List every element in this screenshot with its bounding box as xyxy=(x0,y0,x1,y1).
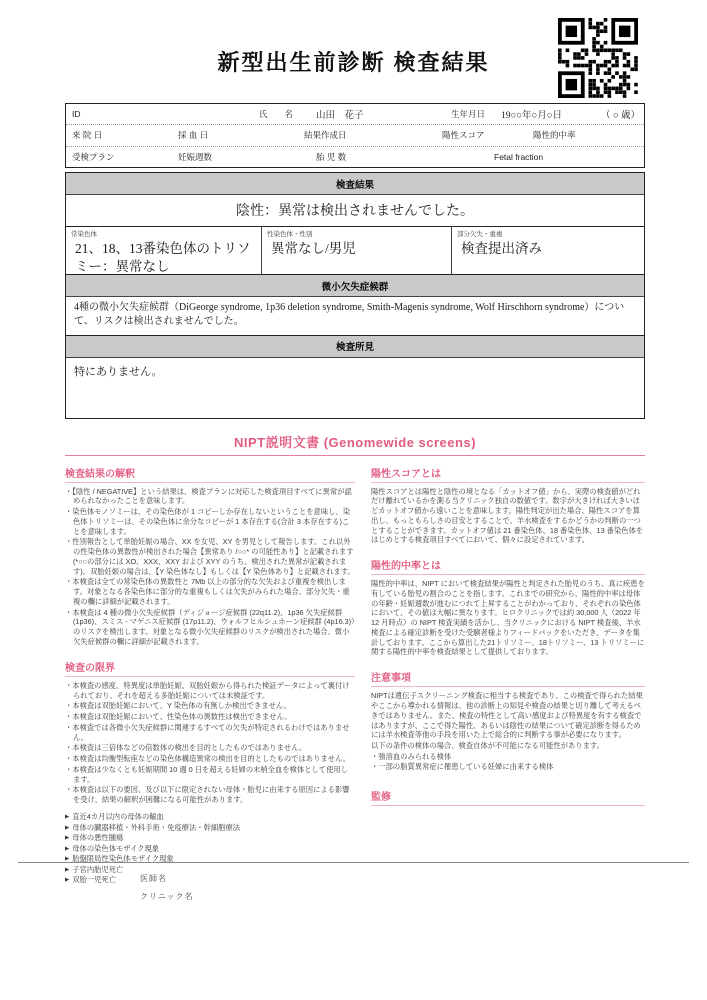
interpretation-item: ・ 【陰性 / NEGATIVE】という結果は、検査プランに対応した検査項目すべてに異常が認められなかったことを意味します。 xyxy=(65,487,355,507)
limitations-factor-item: ▶ 直近4カ月以内の母体の輸血 xyxy=(65,812,355,823)
limitations-item: ・ 本検査は三倍体などの倍数体の検出を目的としたものではありません。 xyxy=(65,743,355,753)
explanation-title-rule xyxy=(65,455,645,456)
patient-row-1 xyxy=(66,104,644,125)
limitations-factors-list xyxy=(65,812,355,886)
interpretation-item: ・ 性別報告として単胎妊娠の場合、XX を女児、XY を男児として報告します。これ以外の性染色体の異数性が検出された場合【異常あり /○○* の可能性あり】と記載されます (*○○の部分には XO、XXX、XXY および XYY のうち、検出された異常が記載されます)。双胎妊娠の場合は、【Y 染色体なし】もしくは【Y 染色体あり】と記載されます。 xyxy=(65,537,355,576)
ppv-block xyxy=(371,557,645,657)
limitations-factor-item: ▶ 母体の悪性腫瘍 xyxy=(65,833,355,844)
detail-columns xyxy=(65,226,645,276)
positive-score-block xyxy=(371,465,645,546)
explanation-left-column xyxy=(65,465,355,898)
autosome-value: 21、18、13番染色体のトリソミー：異常なし xyxy=(75,240,251,274)
limitations-item: ・ 本検査は双胎妊娠において、Y 染色体の有無しか検出できません。 xyxy=(65,701,355,711)
age-value: （ ○ 歳） xyxy=(601,111,640,122)
interpretation-item: ・ 染色体モノソミーは、その染色体が 1 コピーしか存在しないということを意味し、染色体トリソミーは、その染色体に余分なコピーが 1 本存在する(合計 3 本存在する)ことを意味します。 xyxy=(65,507,355,536)
positive-score-body: 陽性スコアとは陽性と陰性の境となる「カットオフ値」から、実際の検査値がどれだけ離れているかを測る当クリニック独自の数値です。数字が大きければ大きいほどカットオフ値から遠いことを意味します。陽性判定が出た場合、陽性スコアを算出し、もっともらしさの目安とすることで、羊水検査をするかどうかの判断の一つとすることができます。カットオフ値は 21 番染色体、18 番染色体、13 番染色体をはじめとする検査項目すべてにおいて、個々に設定されています。 xyxy=(371,486,644,545)
interpretation-heading: 検査結果の解釈 xyxy=(65,465,355,483)
microdeletion-body: 4種の微小欠失症候群（DiGeorge syndrome, 1p36 deletion syndrome, Smith-Magenis syndrome, Wolf Hirschhorn syndrome）について、リスクは検出されませんでした。 xyxy=(74,302,625,327)
result-section-header: 検査結果 xyxy=(66,173,644,195)
sex-chromosome-label: 性染色体・性別 xyxy=(267,230,313,238)
findings-section-header: 検査所見 xyxy=(66,336,644,358)
explanation-title: NIPT説明文書 (Genomewide screens) xyxy=(233,434,477,450)
fetal-fraction-label: Fetal fraction xyxy=(494,152,544,163)
limitations-factor-item: ▶ 双胎一児死亡 xyxy=(65,875,355,886)
name-label: 氏 名 xyxy=(259,109,294,120)
gestation-weeks-label: 妊娠週数 xyxy=(178,152,213,163)
ppv-heading: 陽性的中率とは xyxy=(371,557,645,575)
sex-chromosome-column xyxy=(261,227,451,275)
interpretation-item: ・ 本検査は 4 種の微小欠失症候群（ディジョージ症候群 (22q11.2)、1p36 欠失症候群 (1p36)、スミス - マゲニス症候群 (17p11.2)、ウォルフヒルシュホーン症候群 (4p16.3)）のリスクを検出します。対象となる微小欠失症候群のリスクが検出された場合、微小欠失症候群の欄に詳細が記載されます。 xyxy=(65,608,355,647)
limitations-factor-item: ▶ 母体の染色体モザイク現象 xyxy=(65,844,355,855)
limitations-item: ・ 本検査は双胎妊娠において、性染色体の異数性は検出できません。 xyxy=(65,712,355,722)
limitations-item: ・ 本検査では各微小欠失症候群に関連するすべての欠失が特定されるわけではありません。 xyxy=(65,723,355,743)
ppv-label: 陽性的中率 xyxy=(533,130,576,141)
limitations-block xyxy=(65,659,355,886)
limitations-factor-item: ▶ 胎盤限局性染色体モザイク現象 xyxy=(65,854,355,865)
notes-condition-item: ・ 強溶血のみられる検体 xyxy=(371,752,645,762)
microdeletion-section xyxy=(65,274,645,336)
supervision-heading: 監修 xyxy=(371,788,645,806)
explanation-right-column xyxy=(371,465,645,898)
name-value: 山田 花子 xyxy=(316,111,364,122)
notes-body: NIPTは遺伝子スクリーニング検査に相当する検査であり、この検査で得られた結果やここから導かれる情報は、他の診断上の知見や検査の結果と切り離して考えるべきではありません。また、検査の特性として高い感度および特異度を有する検査ではありますが、ここで得た陽性、あるいは陰性の結果について確定診断を得るためには羊水検査等他の手段を用いた上で総合的に判断する事が必要になります。 xyxy=(371,691,643,740)
plan-label: 受検プラン xyxy=(72,152,115,163)
partial-deletion-column xyxy=(451,227,644,275)
positive-score-label: 陽性スコア xyxy=(442,130,485,141)
visit-date-label: 来 院 日 xyxy=(72,130,103,141)
birthdate-label: 生年月日 xyxy=(451,109,486,120)
findings-body: 特にありません。 xyxy=(74,365,163,378)
clinic-name-label: クリニック名 xyxy=(140,892,194,901)
limitations-list xyxy=(65,681,355,805)
partial-deletion-value: 検査提出済み xyxy=(461,240,542,256)
interpretation-list xyxy=(65,487,355,647)
autosome-label: 常染色体 xyxy=(71,230,97,238)
page-title: 新型出生前診断 検査結果 xyxy=(217,50,490,75)
patient-info-table xyxy=(65,103,645,168)
limitations-item: ・ 本検査の感度、特異度は単胎妊娠、双胎妊娠から得られた検証データによって裏付けられており、それを超える多胎妊娠については未検証です。 xyxy=(65,681,355,701)
supervision-block xyxy=(371,788,645,806)
notes-condition-item: ・ 一部の脂質異常症に罹患している妊婦に由来する検体 xyxy=(371,762,645,772)
patient-row-2 xyxy=(66,125,644,146)
result-section xyxy=(65,172,645,227)
findings-section xyxy=(65,335,645,419)
positive-score-heading: 陽性スコアとは xyxy=(371,465,645,483)
limitations-item: ・ 本検査は均衡型転座などの染色体構造異常の検出を目的としたものではありません。 xyxy=(65,754,355,764)
doctor-name-label: 医師名 xyxy=(140,874,167,883)
limitations-heading: 検査の限界 xyxy=(65,659,355,677)
interpretation-block xyxy=(65,465,355,647)
blood-draw-label: 採 血 日 xyxy=(178,130,209,141)
notes-block xyxy=(371,669,645,772)
limitations-factor-item: ▶ 母体の臓器移植・外科手術・免疫療法・幹細胞療法 xyxy=(65,823,355,834)
sex-chromosome-value: 異常なし/男児 xyxy=(271,240,356,256)
notes-conditions-list xyxy=(371,752,645,772)
notes-heading: 注意事項 xyxy=(371,669,645,687)
result-value: 陰性：異常は検出されませんでした。 xyxy=(236,204,474,219)
report-body xyxy=(65,103,645,898)
qr-code-icon xyxy=(558,18,638,98)
birthdate-value: 19○○年○月○日 xyxy=(501,111,562,122)
footer-divider xyxy=(18,862,689,863)
limitations-factor-item: ▶ 子宮内胎児死亡 xyxy=(65,865,355,876)
patient-row-3 xyxy=(66,147,644,168)
limitations-item: ・ 本検査は以下の要因、及び以下に限定されない母体・胎児に由来する原因による影響を受け、結果の解釈が困難になる可能性があります。 xyxy=(65,785,355,805)
result-date-label: 結果作成日 xyxy=(304,130,347,141)
limitations-item: ・ 本検査は少なくとも妊娠期間 10 週 0 日を超える妊婦の末梢全血を検体として使用します。 xyxy=(65,765,355,785)
notes-conditions-intro: 以下の条件の検体の場合、検査自体が不可能になる可能性があります。 xyxy=(371,741,604,751)
ppv-body: 陽性的中率は、NIPT において検査結果が陽性と判定された胎児のうち、真に疾患を有している胎児の割合のことを指します。これまでの研究から、陽性的中率は母体の年齢・妊娠週数が進むにつれて上昇することがわかっており、それぞれの染色体において、その値は大幅に異なります。ヒロクリニックでは約 30,000 人（2022 年 12 月時点）の NIPT 検査実績を活かし、当クリニックにおける NIPT 検査後、羊水検査による確定診断を受けた受験者様よりフィードバックをいただき、データを集計しております。ここから算出した21トリソミー、18トリソミー、13 トリソミーに関する陽性的中率を検査結果として提供しております。 xyxy=(371,579,645,657)
partial-deletion-label: 部分欠失・重複 xyxy=(457,230,503,238)
interpretation-item: ・ 本検査は全ての常染色体の異数性と 7Mb 以上の部分的な欠失および重複を検出します。対象となる各染色体に部分的な重複もしくは欠失がみられた場合、部分欠失・重複の欄に詳細が記載されます。 xyxy=(65,577,355,606)
autosome-column xyxy=(66,227,261,275)
fetus-count-label: 胎 児 数 xyxy=(316,152,347,163)
explanation-columns xyxy=(65,465,645,898)
microdeletion-section-header: 微小欠失症候群 xyxy=(66,275,644,297)
id-label: ID xyxy=(72,109,81,120)
